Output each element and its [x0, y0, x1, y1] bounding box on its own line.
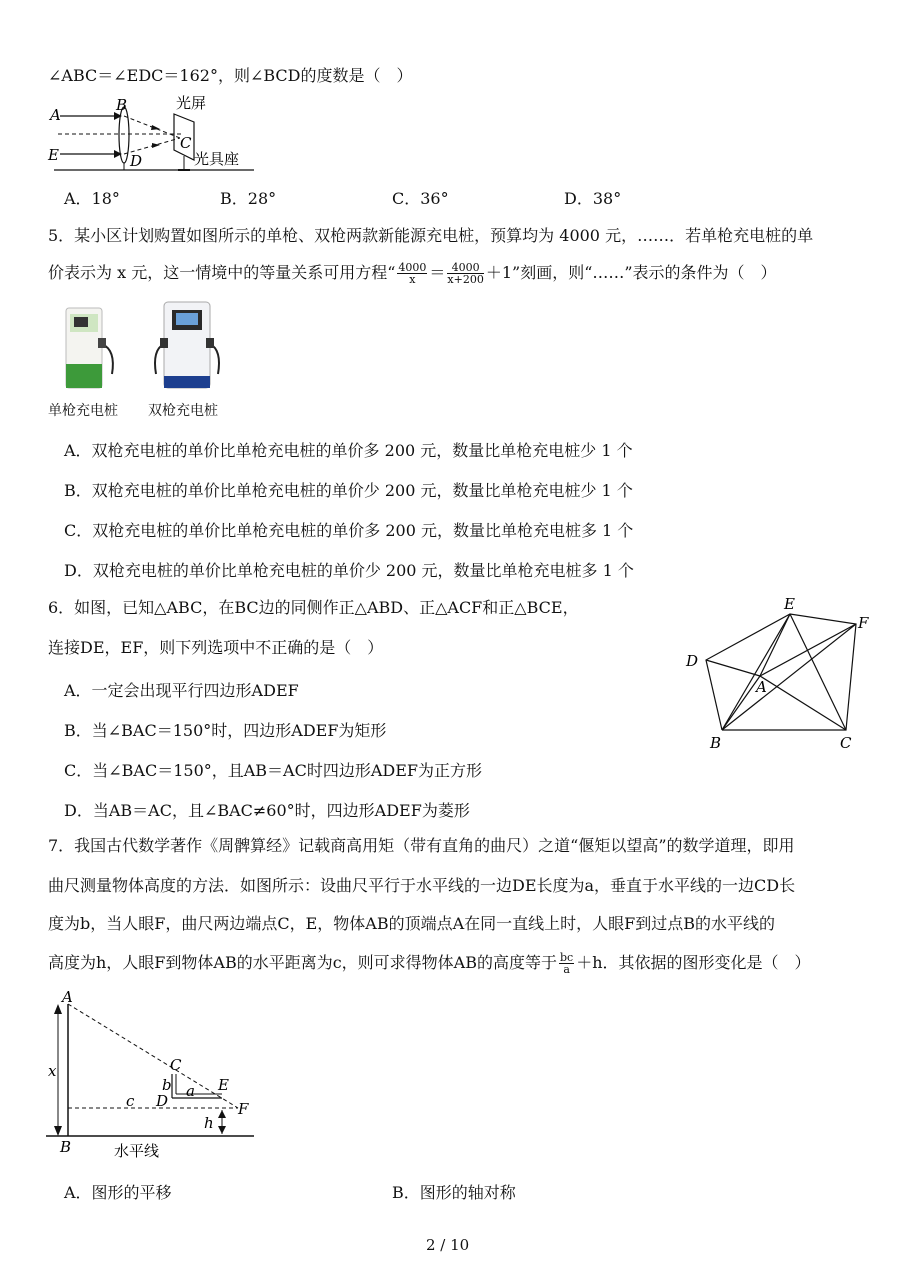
q6-option-d: D．当AB＝AC，且∠BAC≠60°时，四边形ADEF为菱形: [64, 801, 470, 820]
label-F: F: [238, 1100, 249, 1118]
eq-frac-2: $\frac{4000}{x+200}$: [447, 261, 484, 286]
q4-option-b: B．28°: [220, 189, 277, 208]
q5-option-d: D．双枪充电桩的单价比单枪充电桩的单价少 200 元，数量比单枪充电桩多 1 个: [64, 561, 634, 580]
label-c: c: [126, 1092, 135, 1110]
label-F: F: [858, 614, 869, 632]
q7-line1: 7．我国古代数学著作《周髀算经》记载商高用矩（带有直角的曲尺）之道“偃矩以望高”的数学道理，即用: [48, 836, 795, 855]
label-B: B: [60, 1138, 72, 1156]
label-C: C: [840, 734, 852, 752]
q4-figure-optics: [44, 92, 264, 174]
eq-frac-1: $\frac{4000}{x}$: [398, 261, 427, 286]
single-charger-label: 单枪充电桩: [48, 403, 118, 419]
q6-option-c: C．当∠BAC＝150°，且AB＝AC时四边形ADEF为正方形: [64, 761, 483, 780]
q4-stem: ∠ABC＝∠EDC＝162°，则∠BCD的度数是（ ）: [48, 66, 413, 85]
lens: [119, 107, 129, 163]
q7-frac: $\frac{bc}{a}$: [560, 951, 574, 976]
label-E: E: [218, 1076, 229, 1094]
label-A: A: [62, 990, 73, 1006]
q5-line2-b: ”刻画，则“……”表示的条件为（ ）: [512, 263, 777, 282]
label-h: h: [204, 1114, 214, 1132]
double-charger-label: 双枪充电桩: [148, 403, 218, 419]
q5-line2-a: 价表示为 x 元，这一情境中的等量关系可用方程“: [48, 263, 396, 282]
q7-line2: 曲尺测量物体高度的方法．如图所示：设曲尺平行于水平线的一边DE长度为a，垂直于水平线的一边CD长: [48, 876, 796, 895]
label-D: D: [686, 652, 699, 670]
q4-option-a: A．18°: [64, 189, 120, 208]
label-E: E: [784, 595, 795, 613]
label-C: C: [170, 1056, 182, 1074]
q4-option-d: D．38°: [564, 189, 622, 208]
q5-line2: 价表示为 x 元，这一情境中的等量关系可用方程“ $\frac{4000}{x}$ ＝ $\frac{4000}{x+200}$ ＋1”刻画，则“……”表示的条件为（ ）: [48, 261, 777, 286]
label-A: A: [756, 678, 767, 696]
q6-line1: 6．如图，已知△ABC，在BC边的同侧作正△ABD、正△ACF和正△BCE，: [48, 598, 579, 617]
label-D: D: [156, 1092, 169, 1110]
label-ground: 水平线: [114, 1142, 160, 1160]
label-B: B: [116, 96, 128, 114]
q5-option-c: C．双枪充电桩的单价比单枪充电桩的单价多 200 元，数量比单枪充电桩多 1 个: [64, 521, 634, 540]
label-D: D: [130, 152, 143, 170]
label-base: 光具座: [194, 150, 240, 168]
q4-option-c: C．36°: [392, 189, 449, 208]
q5-option-a: A．双枪充电桩的单价比单枪充电桩的单价多 200 元，数量比单枪充电桩少 1 个: [64, 441, 633, 460]
q5-option-b: B．双枪充电桩的单价比单枪充电桩的单价少 200 元，数量比单枪充电桩少 1 个: [64, 481, 633, 500]
q6-line2: 连接DE，EF，则下列选项中不正确的是（ ）: [48, 638, 384, 657]
label-E: E: [48, 146, 59, 164]
label-C: C: [180, 134, 192, 152]
q7-line3: 度为b，当人眼F，曲尺两边端点C，E，物体AB的顶端点A在同一直线上时，人眼F到过点B的水平线的: [48, 914, 775, 933]
q7-line4: 高度为h，人眼F到物体AB的水平距离为c，则可求得物体AB的高度等于 $\frac{bc}{a}$ ＋h．其依据的图形变化是（ ）: [48, 951, 811, 976]
label-A: A: [50, 106, 61, 124]
q5-line1: 5．某小区计划购置如图所示的单枪、双枪两款新能源充电桩，预算均为 4000 元，……．若单枪充电桩的单: [48, 226, 814, 245]
label-a: a: [186, 1082, 195, 1100]
double-charger-image: [150, 300, 224, 392]
q7-figure: [40, 990, 260, 1160]
single-charger-image: [58, 304, 122, 392]
q7-option-a: A．图形的平移: [64, 1183, 172, 1202]
q6-figure-triangles: [680, 592, 880, 762]
q6-option-a: A．一定会出现平行四边形ADEF: [64, 681, 299, 700]
q7-option-b: B．图形的轴对称: [392, 1183, 516, 1202]
label-x: x: [48, 1062, 57, 1080]
q6-option-b: B．当∠BAC＝150°时，四边形ADEF为矩形: [64, 721, 387, 740]
label-b: b: [162, 1076, 172, 1094]
label-B: B: [710, 734, 722, 752]
label-screen: 光屏: [176, 94, 207, 112]
page-number: 2 / 10: [426, 1236, 470, 1254]
